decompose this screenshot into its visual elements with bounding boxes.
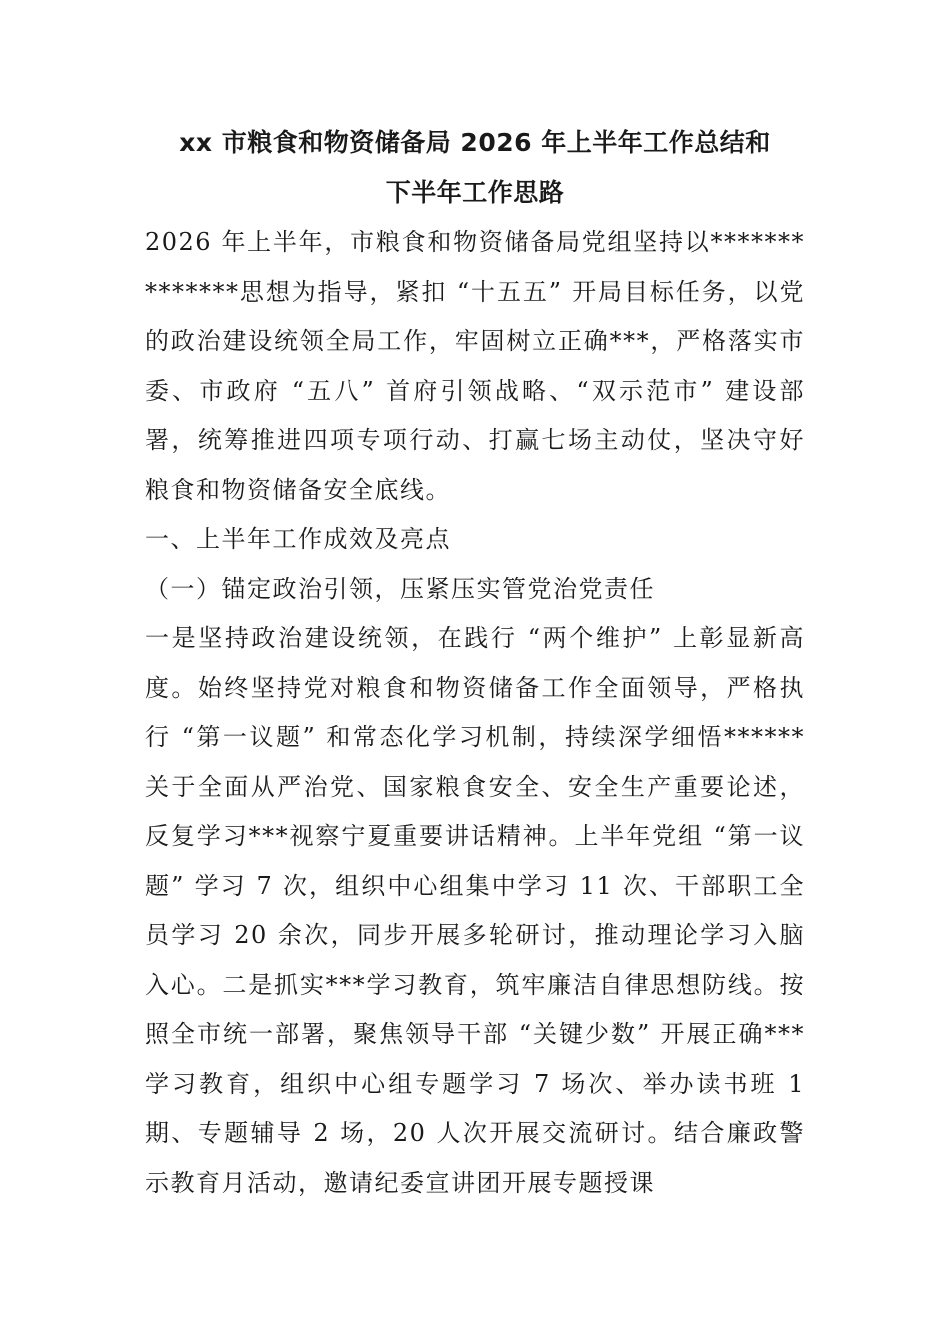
document-title — [145, 118, 805, 218]
title-line-1: xx 市粮食和物资储备局 2026 年上半年工作总结和 — [179, 128, 771, 157]
title-line-2: 下半年工作思路 — [385, 178, 565, 207]
body-paragraph: 一是坚持政治建设统领，在践行 “两个维护” 上彰显新高度。始终坚持党对粮食和物资储备工作全面领导，严格执行 “第一议题” 和常态化学习机制，持续深学细悟******关于全面从严治党、国家粮食安全、安全生产重要论述，反复学习***视察宁夏重要讲话精神。上半年党组 “第一议题” 学习 7 次，组织中心组集中学习 11 次、干部职工全员学习 20 余次，同步开展多轮研讨，推动理论学习入脑入心。二是抓实***学习教育，筑牢廉洁自律思想防线。按照全市统一部署，聚焦领导干部 “关键少数” 开展正确***学习教育，组织中心组专题学习 7 场次、举办读书班 1 期、专题辅导 2 场，20 人次开展交流研讨。结合廉政警示教育月活动，邀请纪委宣讲团开展专题授课 — [145, 624, 805, 1197]
document-page — [145, 118, 805, 1208]
subsection-heading: （一）锚定政治引领，压紧压实管党治党责任 — [145, 574, 655, 603]
section-heading: 一、上半年工作成效及亮点 — [145, 525, 451, 553]
intro-paragraph: 2026 年上半年，市粮食和物资储备局党组坚持以**************思想为指导，紧扣 “十五五” 开局目标任务，以党的政治建设统领全局工作，牢固树立正确***，严格落实市委、市政府 “五八” 首府引领战略、“双示范市” 建设部署，统筹推进四项专项行动、打赢七场主动仗，坚决守好粮食和物资储备安全底线。 — [145, 228, 805, 504]
